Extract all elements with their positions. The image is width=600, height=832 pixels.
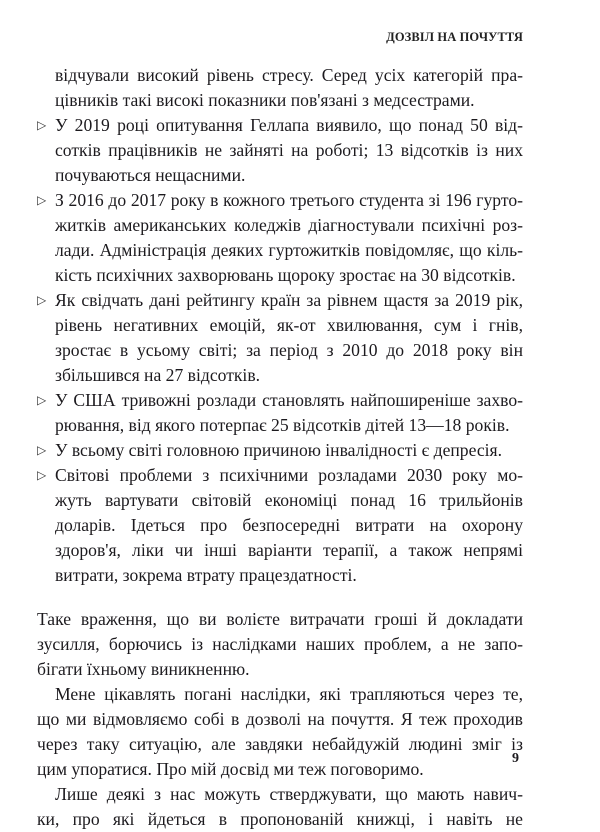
text-line: рівень негативних емоцій, як-от хвилювання, сум і гнів,	[55, 315, 523, 335]
bullet-item-line: ▷ У 2019 році опитування Геллапа виявило, що понад 50 від-	[37, 113, 523, 138]
triangle-bullet-icon: ▷	[37, 393, 47, 407]
text-line: цівників такі високі показники пов'язані з медсестрами.	[55, 90, 475, 110]
triangle-bullet-icon: ▷	[37, 193, 47, 207]
bullet-item-line: ▷ Світові проблеми з психічними розладами 2030 року мо-	[37, 463, 523, 488]
triangle-bullet-icon: ▷	[37, 118, 47, 132]
text-line: здоров'я, ліки чи інші варіанти терапії, а також непрямі	[55, 540, 523, 560]
text-line: сотків працівників не зайняті на роботі; 13 відсотків із них	[55, 140, 523, 160]
text-line: витрати, зокрема втрату працездатності.	[55, 565, 357, 585]
triangle-bullet-icon: ▷	[37, 443, 47, 457]
text-line: почуваються нещасними.	[55, 165, 246, 185]
text-line: зростає в усьому світі; за період з 2010 до 2018 року він	[55, 340, 523, 360]
running-head: ДОЗВІЛ НА ПОЧУТТЯ	[386, 30, 523, 44]
text-line: лади. Адміністрація деяких гуртожитків повідомляє, що кіль-	[55, 240, 523, 260]
text-line: Лише деякі з нас можуть стверджувати, що мають навич-	[55, 784, 523, 804]
triangle-bullet-icon: ▷	[37, 468, 47, 482]
text-line: цим упоратися. Про мій досвід ми теж поговоримо.	[37, 759, 424, 779]
bullet-item-line: ▷ Як свідчать дані рейтингу країн за рівнем щастя за 2019 рік,	[37, 288, 523, 313]
text-line: Мене цікавлять погані наслідки, які трапляються через те,	[55, 684, 523, 704]
text-line: жуть вартувати світовій економіці понад 16 трильйонів	[55, 490, 523, 510]
bullet-item-line: ▷ У США тривожні розлади становлять найпоширеніше захво-	[37, 388, 523, 413]
paragraph-gap	[37, 588, 523, 607]
text-line: кість психічних захворювань щороку зростає на 30 відсотків.	[55, 265, 516, 285]
text-line: через таку ситуацію, але завдяки небайдужій людині зміг із	[37, 734, 523, 754]
text-line: що ми відмовляємо собі в дозволі на почуття. Я теж проходив	[37, 709, 523, 729]
text-line: Таке враження, що ви волієте витрачати гроші й докладати	[37, 609, 523, 629]
text-line: ки, про які йдеться в пропонованій книжці, і навіть не	[37, 809, 523, 829]
text-line: рювання, від якого потерпає 25 відсотків дітей 13—18 років.	[55, 415, 510, 435]
text-line: зусилля, борючись із наслідками наших проблем, а не запо-	[37, 634, 523, 654]
text-line: відчували високий рівень стресу. Серед усіх категорій пра-	[55, 65, 523, 85]
page-body	[37, 63, 523, 832]
text-line: доларів. Ідеться про безпосередні витрати на охорону	[55, 515, 523, 535]
text-line: збільшився на 27 відсотків.	[55, 365, 261, 385]
bullet-item-line: ▷ З 2016 до 2017 року в кожного третього студента зі 196 гурто-	[37, 188, 523, 213]
triangle-bullet-icon: ▷	[37, 293, 47, 307]
page-number: 9	[512, 751, 519, 766]
bullet-item-line: ▷ У всьому світі головною причиною інвалідності є депресія.	[37, 438, 523, 463]
text-line: житків американських коледжів діагностували психічні роз-	[55, 215, 523, 235]
text-line: бігати їхньому виникненню.	[37, 659, 250, 679]
